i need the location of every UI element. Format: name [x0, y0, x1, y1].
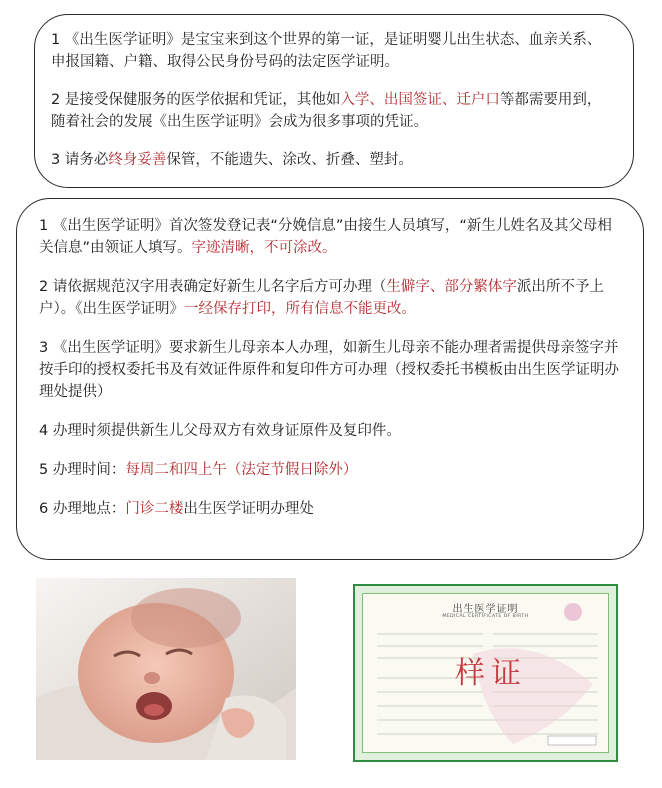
highlighted-text: 生僻字、部分繁体字: [386, 279, 517, 295]
note-number: 5: [39, 462, 49, 478]
note-number: 4: [39, 423, 49, 439]
note-text: 办理地点：: [52, 501, 126, 517]
highlighted-text: 每周二和四上午（法定节假日除外）: [125, 462, 358, 478]
note-number: 3: [51, 152, 61, 168]
note-item: [51, 29, 615, 73]
note-text: 是接受保健服务的医学依据和凭证，其他如: [64, 92, 341, 108]
note-text: 派出所不予上户）。《出生医学证明》: [39, 279, 604, 317]
note-item: [39, 459, 625, 481]
note-item: [51, 149, 615, 171]
note-text: 办理时间：: [52, 462, 126, 478]
importance-notes: [51, 29, 615, 171]
note-text: 请务必: [64, 152, 109, 168]
note-item: [39, 420, 625, 442]
note-item: [39, 498, 625, 520]
note-text: 《出生医学证明》是宝宝来到这个世界的第一证，是证明婴儿出生状态、血亲关系、申报国籍、户籍、取得公民身份号码的法定医学证明。: [51, 32, 602, 70]
highlighted-text: 字迹清晰，不可涂改。: [191, 240, 337, 256]
note-item: [39, 276, 625, 320]
note-item: [39, 215, 625, 259]
sample-stamp: 样证: [455, 656, 527, 691]
note-number: 1: [39, 218, 49, 234]
certificate-title: 出生医学证明: [452, 604, 519, 615]
note-text: 请依据规范汉字用表确定好新生儿名字后方可办理（: [52, 279, 387, 295]
certificate-importance-box: [34, 14, 634, 188]
highlighted-text: 终身妥善: [108, 152, 167, 168]
note-text: 保管，不能遗失、涂改、折叠、塑封。: [166, 152, 413, 168]
note-text: 出生医学证明办理处: [183, 501, 314, 517]
note-text: 等都需要用到，随着社会的发展《出生医学证明》会成为很多事项的凭证。: [51, 92, 602, 130]
newborn-baby-photo: [36, 578, 296, 760]
note-number: 1: [51, 32, 61, 48]
note-text: 《出生医学证明》首次签发登记表“分娩信息”由接生人员填写，“新生儿姓名及其父母相关信息”由领证人填写。: [39, 218, 612, 256]
highlighted-text: 门诊二楼: [125, 501, 184, 517]
certificate-subtitle: MEDICAL CERTIFICATE OF BIRTH: [442, 614, 529, 619]
application-instructions-box: [16, 198, 644, 560]
note-number: 6: [39, 501, 49, 517]
note-item: [39, 337, 625, 403]
note-item: [51, 89, 615, 133]
note-number: 2: [39, 279, 49, 295]
note-text: 办理时须提供新生儿父母双方有效身证原件及复印件。: [52, 423, 401, 439]
birth-certificate-sample: [353, 584, 618, 762]
note-number: 3: [39, 340, 49, 356]
application-notes: [39, 215, 625, 520]
note-text: 《出生医学证明》要求新生儿母亲本人办理，如新生儿母亲不能办理者需提供母亲签字并按手印的授权委托书及有效证件原件和复印件方可办理（授权委托书模板由出生医学证明办理处提供）: [39, 340, 619, 400]
highlighted-text: 一经保存打印，所有信息不能更改。: [184, 301, 416, 317]
certificate-paper: [362, 593, 609, 753]
highlighted-text: 入学、出国签证、迁户口: [340, 92, 500, 108]
note-number: 2: [51, 92, 61, 108]
